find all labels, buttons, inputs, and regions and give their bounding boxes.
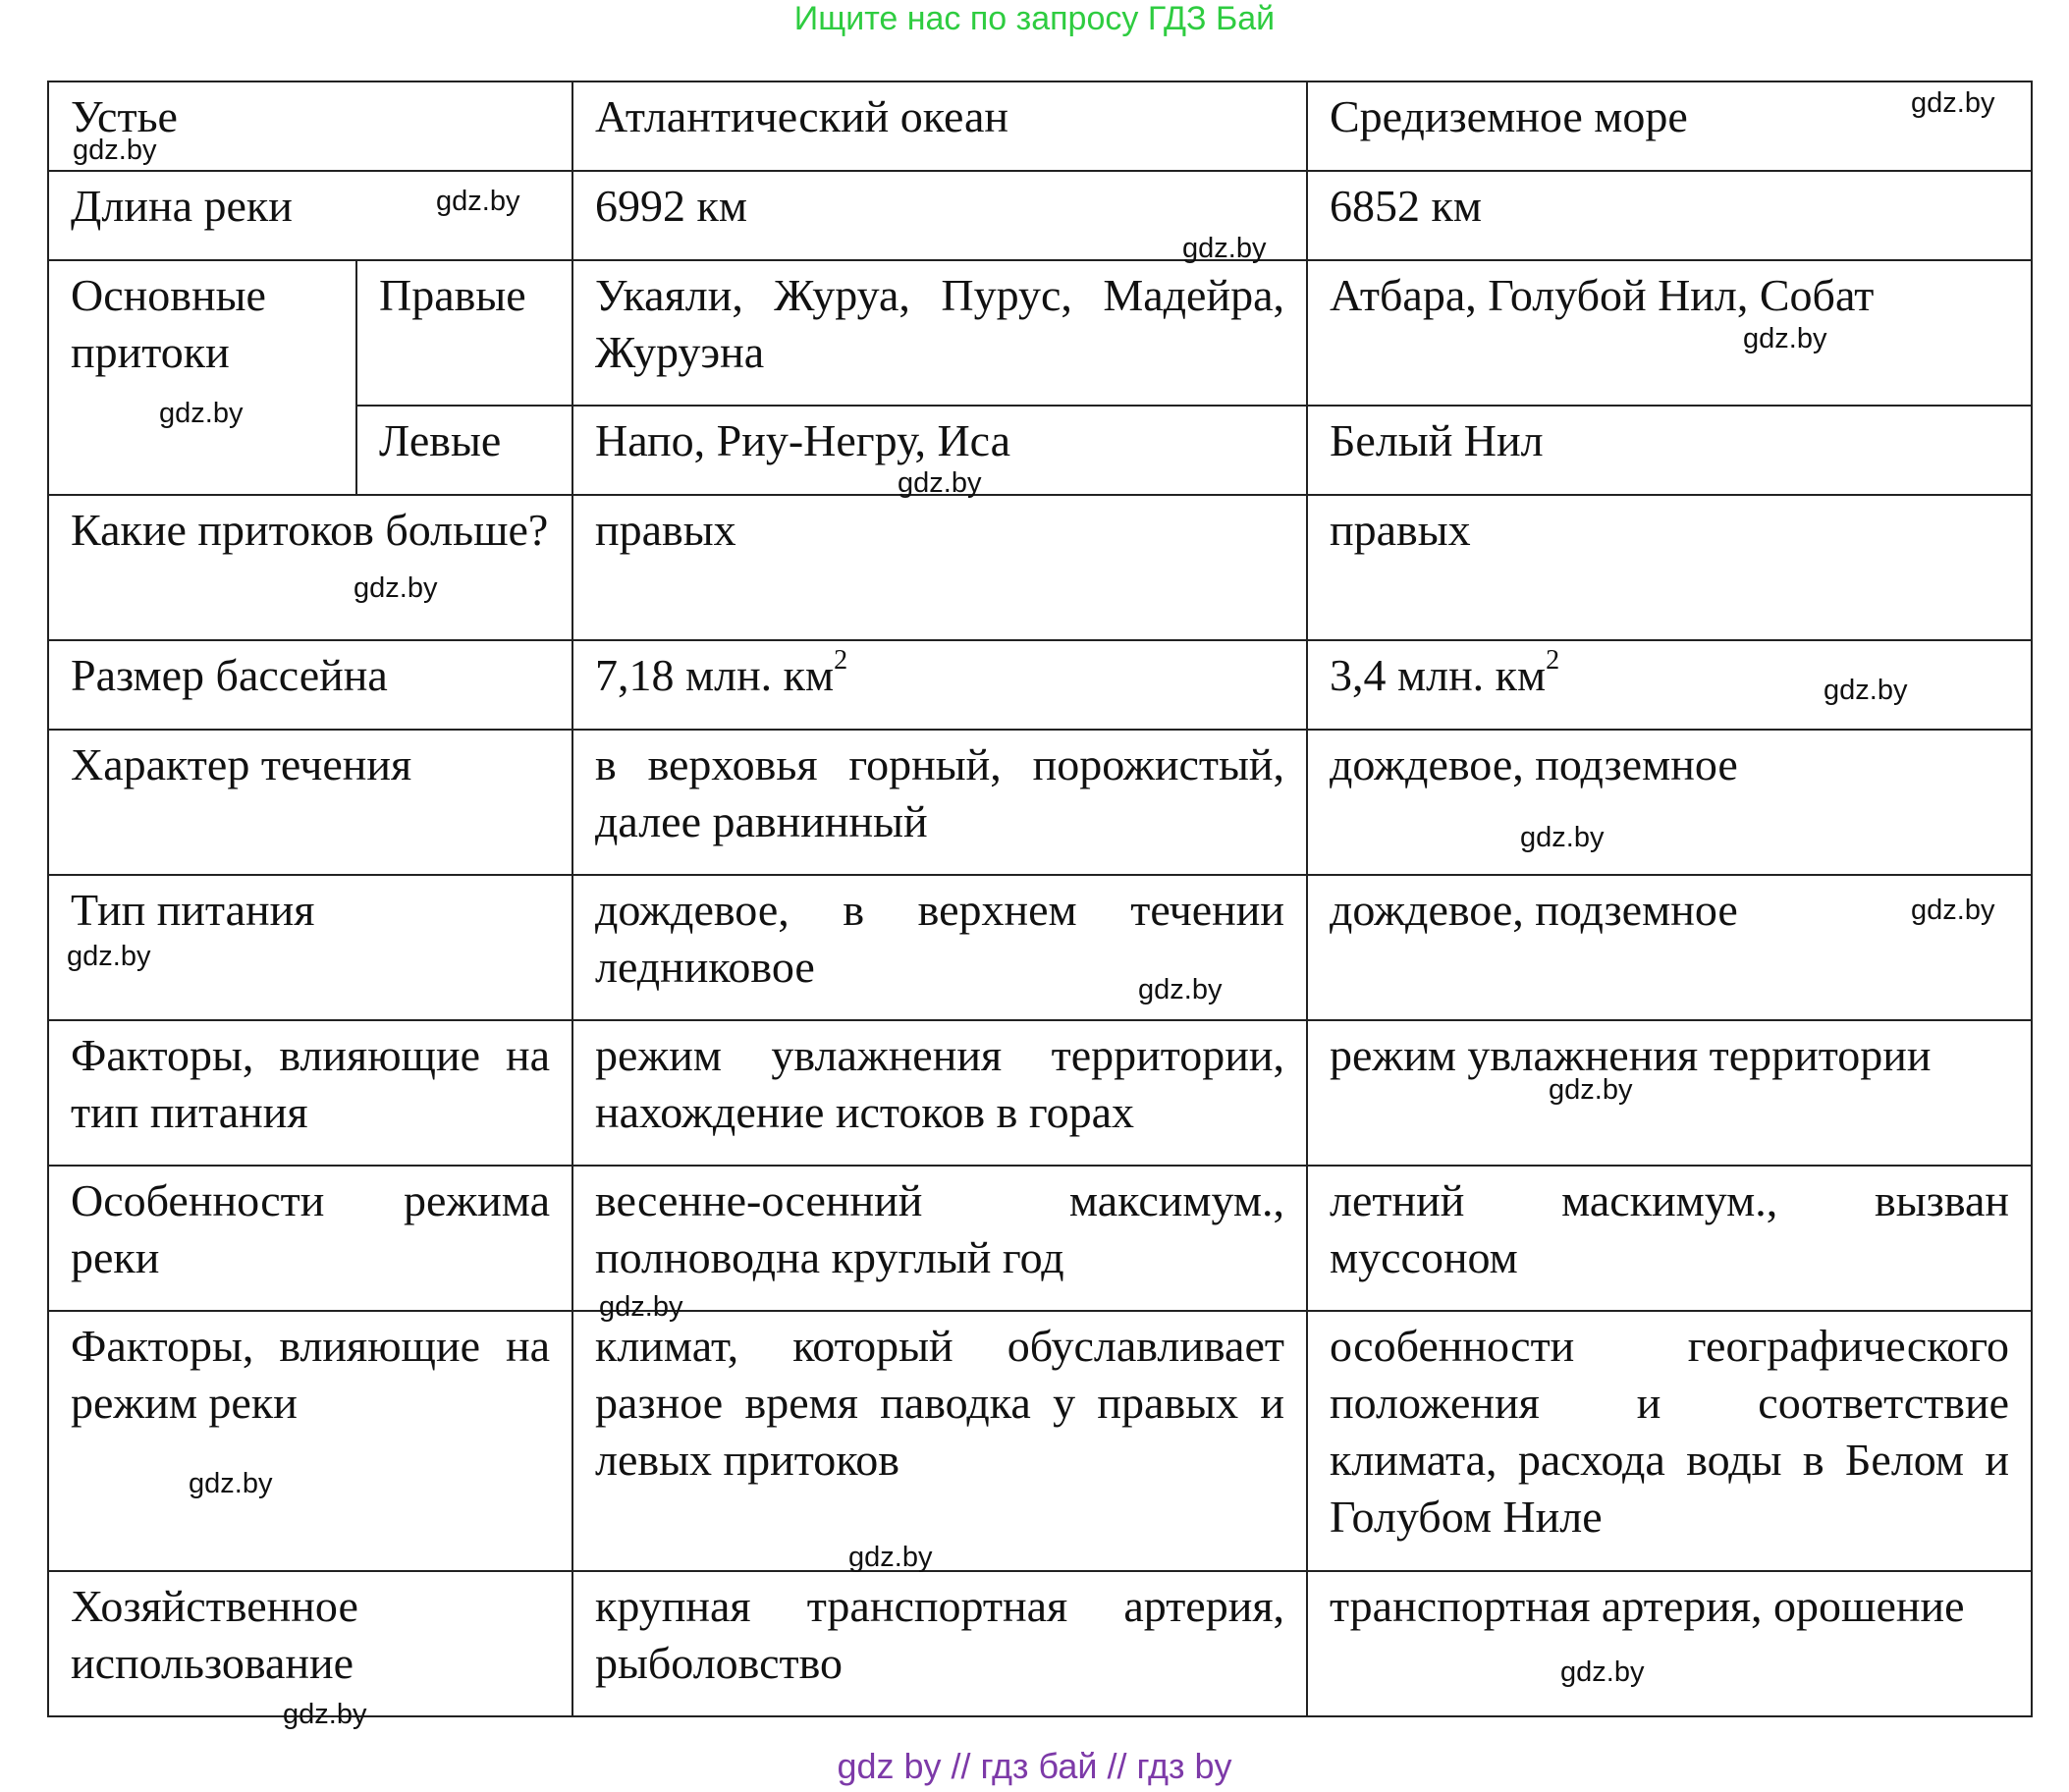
cell-nile-flow-character: дождевое, подземное gdz.by (1307, 730, 2032, 875)
row-label-tributaries: Основные притоки gdz.by (48, 260, 356, 495)
river-comparison-table (47, 81, 2033, 1730)
cell-nile-right-tributaries: Атбара, Голубой Нил, Собат gdz.by (1307, 260, 2032, 406)
cell-amazon-mouth: Атлантический океан (572, 81, 1307, 171)
table-row (48, 875, 2032, 1020)
cell-nile-feeding-factors: режим увлажнения территории gdz.by (1307, 1020, 2032, 1166)
watermark: gdz.by (73, 135, 157, 166)
cell-nile-left-tributaries: Белый Нил (1307, 406, 2032, 495)
cell-amazon-left-tributaries: Напо, Риу-Негру, Иса gdz.by (572, 406, 1307, 495)
table-row (48, 495, 2032, 640)
cell-nile-length: 6852 км (1307, 171, 2032, 260)
row-label-feeding-type: Тип питания gdz.by (48, 875, 572, 1020)
row-label-length: Длина реки gdz.by (48, 171, 572, 260)
cell-amazon-feeding-factors: режим увлажнения территории, нахождение истоков в горах (572, 1020, 1307, 1166)
table-row (48, 640, 2032, 730)
row-label-regime-factors: Факторы, влияющие на режим реки gdz.by (48, 1311, 572, 1571)
cell-nile-mouth: Средиземное море gdz.by (1307, 81, 2032, 171)
watermark: gdz.by (1138, 974, 1223, 1005)
watermark: gdz.by (1520, 822, 1605, 853)
cell-nile-regime-features: летний маскимум., вызван муссоном (1307, 1166, 2032, 1311)
cell-amazon-more-tributaries: правых (572, 495, 1307, 640)
cell-amazon-economic-use: крупная транспортная артерия, рыболовство (572, 1571, 1307, 1716)
table-row (48, 1311, 2032, 1571)
watermark: gdz.by (159, 398, 244, 429)
exponent: 2 (1546, 644, 1560, 676)
table-row (48, 260, 2032, 406)
watermark: gdz.by (1911, 895, 1995, 926)
cell-amazon-regime-features: весенне-осенний максимум., полноводна круглый год gdz.by (572, 1166, 1307, 1311)
row-label-more-tributaries: Какие притоков больше? gdz.by (48, 495, 572, 640)
watermark: gdz.by (436, 186, 520, 217)
watermark: gdz.by (1549, 1074, 1633, 1106)
watermark: gdz.by (848, 1542, 933, 1573)
label-right-tributaries: Правые (356, 260, 572, 406)
table-row (48, 81, 2032, 171)
exponent: 2 (834, 644, 848, 676)
watermark: gdz.by (1743, 323, 1827, 354)
search-hint-banner: Ищите нас по запросу ГДЗ Бай (793, 0, 1276, 37)
table-row (48, 1020, 2032, 1166)
cell-amazon-feeding-type: дождевое, в верхнем течении ледниковое gdz.by (572, 875, 1307, 1020)
watermark: gdz.by (599, 1291, 683, 1323)
watermark: gdz.by (898, 467, 982, 499)
watermark: gdz.by (189, 1468, 273, 1499)
cell-nile-economic-use: транспортная артерия, орошение gdz.by (1307, 1571, 2032, 1716)
row-label-basin-size: Размер бассейна (48, 640, 572, 730)
cell-nile-feeding-type: дождевое, подземное gdz.by (1307, 875, 2032, 1020)
cell-amazon-basin-size: 7,18 млн. $км^2$ (572, 640, 1307, 730)
row-label-regime-features: Особенности режима реки (48, 1166, 572, 1311)
cell-nile-more-tributaries: правых (1307, 495, 2032, 640)
watermark: gdz.by (1560, 1656, 1645, 1688)
cell-amazon-regime-factors: климат, который обуславливает разное время паводка у правых и левых притоков gdz.by (572, 1311, 1307, 1571)
label-left-tributaries: Левые (356, 406, 572, 495)
watermark: gdz.by (67, 941, 151, 972)
cell-amazon-right-tributaries: Укаяли, Журуа, Пурус, Мадейра, Журуэна (572, 260, 1307, 406)
watermark: gdz.by (354, 572, 438, 604)
row-label-flow-character: Характер течения (48, 730, 572, 875)
cell-nile-basin-size: 3,4 млн. $км^2$ gdz.by (1307, 640, 2032, 730)
cell-amazon-flow-character: в верховья горный, порожистый, далее равнинный (572, 730, 1307, 875)
table-row (48, 730, 2032, 875)
cell-amazon-length: 6992 км gdz.by (572, 171, 1307, 260)
watermark: gdz.by (1182, 233, 1267, 264)
table-row (48, 171, 2032, 260)
watermark: gdz.by (283, 1699, 367, 1730)
table-row (48, 1166, 2032, 1311)
watermark: gdz.by (1911, 87, 1995, 119)
table-row (48, 1571, 2032, 1716)
cell-nile-regime-factors: особенности географического положения и соответствие климата, расхода воды в Белом и Голубом Ниле (1307, 1311, 2032, 1571)
row-label-economic-use: Хозяйственное использование gdz.by (48, 1571, 572, 1716)
row-label-feeding-factors: Факторы, влияющие на тип питания (48, 1020, 572, 1166)
footer-links: gdz by // гдз бай // гдз by (837, 1746, 1232, 1786)
row-label-mouth: Устье gdz.by (48, 81, 572, 171)
watermark: gdz.by (1824, 675, 1908, 706)
